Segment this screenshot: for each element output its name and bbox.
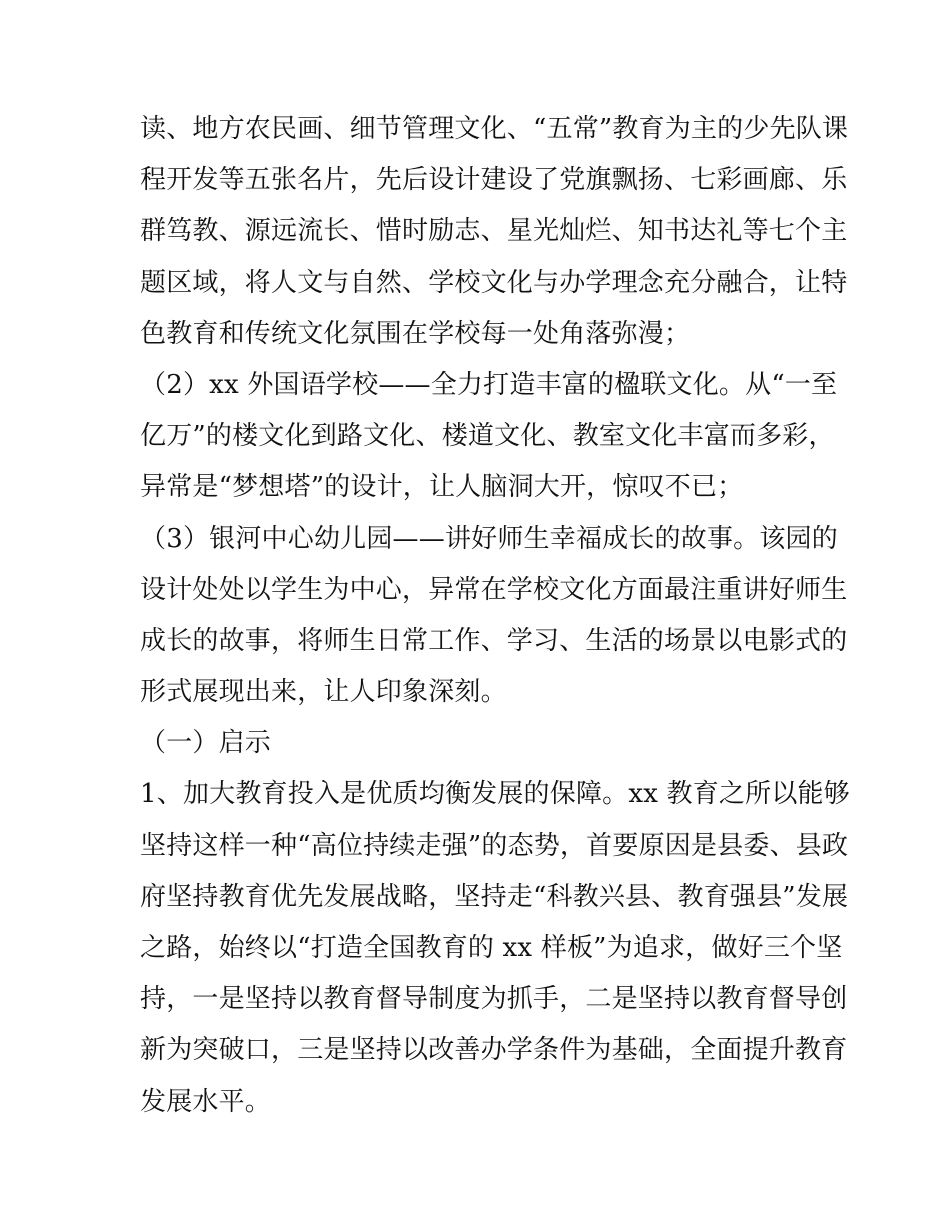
text-line-15: 坚持这样一种“高位持续走强”的态势，首要原因是县委、县政	[140, 830, 849, 861]
text-line-20: 发展水平。	[140, 1086, 272, 1117]
text-line-7: 亿万”的楼文化到路文化、楼道文化、教室文化丰富而多彩，	[140, 421, 835, 452]
text-line-9: （3）银河中心幼儿园——讲好师生幸福成长的故事。该园的	[140, 523, 838, 554]
text-line-6: （2）xx 外国语学校——全力打造丰富的楹联文化。从“一至	[140, 369, 838, 400]
text-line-10: 设计处处以学生为中心，异常在学校文化方面最注重讲好师生	[140, 574, 848, 605]
text-line-5: 色教育和传统文化氛围在学校每一处角落弥漫；	[140, 318, 691, 349]
document-body	[140, 104, 850, 1128]
text-line-17: 之路，始终以“打造全国教育的 xx 样板”为追求，做好三个坚	[140, 933, 843, 963]
text-line-8: 异常是“梦想塔”的设计，让人脑洞大开，惊叹不已；	[140, 472, 744, 503]
text-line-16: 府坚持教育优先发展战略，坚持走“科教兴县、教育强县”发展	[140, 881, 849, 912]
text-line-11: 成长的故事，将师生日常工作、学习、生活的场景以电影式的	[140, 625, 848, 656]
text-line-1: 读、地方农民画、细节管理文化、“五常”教育为主的少先队课	[140, 114, 849, 144]
text-line-14: 1、加大教育投入是优质均衡发展的保障。xx 教育之所以能够	[140, 779, 850, 810]
text-line-4: 题区域，将人文与自然、学校文化与办学理念充分融合，让特	[140, 267, 848, 298]
text-line-18: 持，一是坚持以教育督导制度为抓手，二是坚持以教育督导创	[140, 984, 848, 1015]
text-line-12: 形式展现出来，让人印象深刻。	[140, 677, 507, 708]
section-heading: （一）启示	[140, 728, 272, 759]
text-line-3: 群笃教、源远流长、惜时励志、星光灿烂、知书达礼等七个主	[140, 216, 848, 247]
text-line-19: 新为突破口，三是坚持以改善办学条件为基础，全面提升教育	[140, 1035, 848, 1066]
text-line-2: 程开发等五张名片，先后设计建设了党旗飘扬、七彩画廊、乐	[140, 165, 848, 196]
